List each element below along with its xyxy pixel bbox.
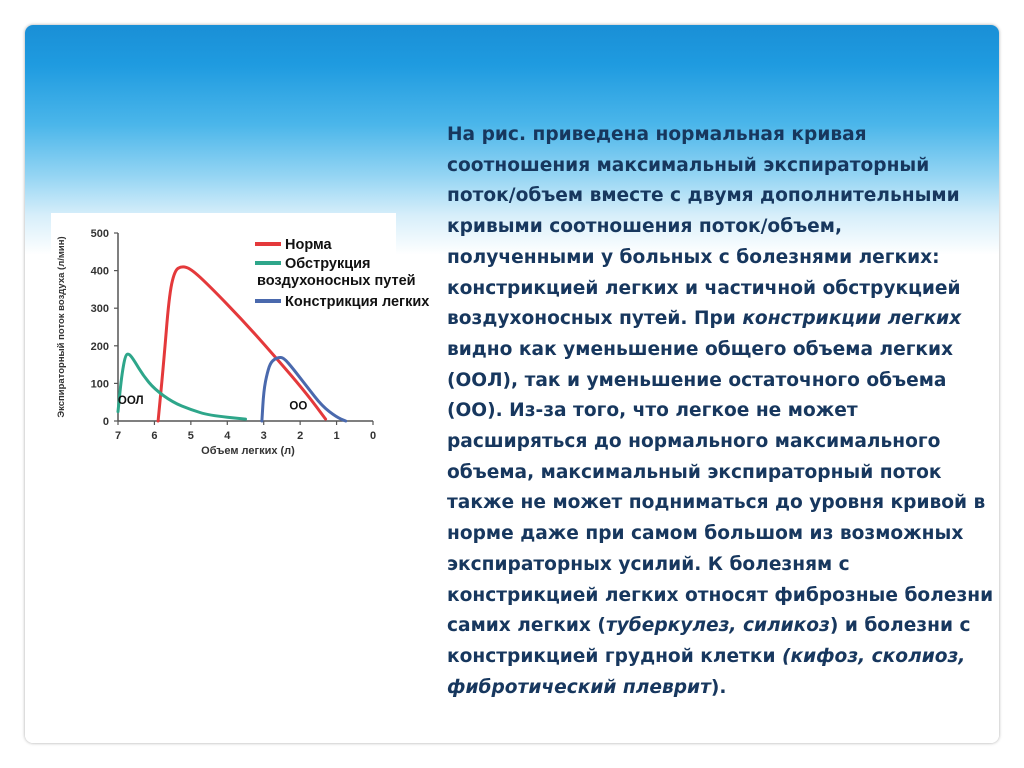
annotation-label: ООЛ	[117, 395, 144, 408]
text-emphasis-3: (кифоз, сколиоз, фибротический плеврит	[447, 645, 966, 698]
y-tick-label: 100	[90, 378, 109, 391]
legend-label-obstruction-line1: Обструкция	[285, 256, 371, 272]
chart-svg	[51, 213, 430, 458]
slide	[25, 25, 999, 743]
legend-label-constriction: Констрикция легких	[285, 294, 430, 310]
flow-volume-chart	[51, 213, 430, 458]
text-part-1: На рис. приведена нормальная кривая соотношения максимальный экспираторный поток/объем вместе с двумя дополнительными кривыми соотношения поток/объем, полученными у больных с болезнями легких: констрикцией легких и частичной обструкцией воздухоносных путей. При	[447, 124, 961, 330]
series-line-obstruction	[118, 354, 246, 419]
x-tick-label: 5	[187, 430, 194, 442]
y-tick-label: 400	[90, 265, 109, 278]
text-emphasis-1: констрикции легких	[742, 308, 962, 330]
annotation-label: ОО	[289, 400, 308, 413]
y-tick-label: 300	[90, 303, 109, 316]
y-tick-label: 500	[90, 228, 109, 240]
legend-label-obstruction-line2: воздухоносных путей	[257, 273, 416, 289]
x-tick-label: 7	[114, 430, 122, 442]
x-tick-label: 6	[151, 430, 158, 442]
x-tick-label: 2	[297, 430, 304, 442]
text-part-4: ).	[710, 676, 727, 698]
description-text	[447, 120, 995, 703]
text-emphasis-2: туберкулез, силикоз	[605, 615, 830, 637]
series-line-norm	[158, 267, 326, 421]
legend-label-norm: Норма	[285, 237, 332, 253]
y-axis-label-line1: Экспираторный поток воздуха (л/мин)	[56, 236, 67, 418]
y-tick-label: 200	[90, 340, 109, 353]
x-axis-label: Объем легких (л)	[201, 445, 295, 457]
text-part-2: видно как уменьшение общего объема легких (ООЛ), так и уменьшение остаточного объема (ОО). Из-за того, что легкое не может расширяться до нормального максимального объема, максимальный экспираторный поток также не может подниматься до уровня кривой в норме даже при самом большом из возможных экспираторных усилий. К болезням с констрикцией легких относят фиброзные болезни самих легких (	[447, 338, 994, 637]
text-part-3: ) и болезни с констрикцией грудной клетки	[447, 615, 971, 667]
x-tick-label: 1	[333, 430, 340, 442]
x-tick-label: 3	[260, 430, 267, 442]
y-tick-label: 0	[102, 416, 109, 428]
x-tick-label: 0	[369, 430, 377, 442]
x-tick-label: 4	[224, 430, 231, 442]
legend	[255, 237, 429, 310]
